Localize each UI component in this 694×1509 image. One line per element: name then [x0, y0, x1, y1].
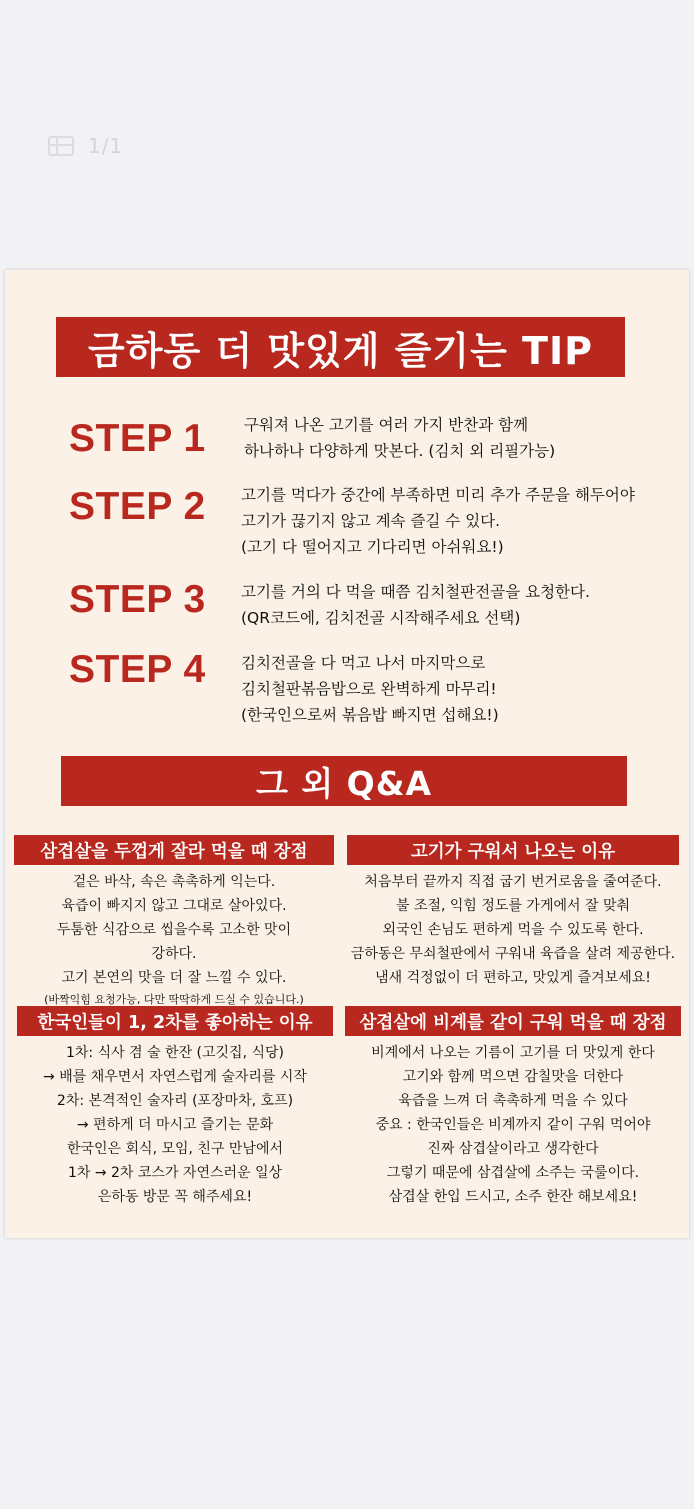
qa-line-note: (바짝익힘 요청가능, 다만 딱딱하게 드실 수 있습니다.)	[44, 993, 304, 1006]
step-description	[241, 579, 590, 631]
qa-line: → 배를 채우면서 자연스럽게 술자리를 시작	[43, 1069, 307, 1085]
qa-card-first-second-round	[17, 1006, 333, 1209]
step-label: STEP 3	[69, 578, 206, 621]
qa-body	[17, 1041, 333, 1209]
step-label: STEP 2	[69, 485, 206, 528]
qa-line: → 편하게 더 마시고 즐기는 문화	[76, 1117, 274, 1133]
qa-line: 한국인은 회식, 모임, 친구 만남에서	[66, 1141, 284, 1157]
qa-heading: 삼겹살에 비계를 같이 구워 먹을 때 장점	[345, 1006, 681, 1036]
step-line: 김치철판볶음밥으로 완벽하게 마무리!	[241, 680, 497, 698]
step-line: 김치전골을 다 먹고 나서 마지막으로	[241, 654, 486, 672]
qa-line: 삼겹살 한입 드시고, 소주 한잔 해보세요!	[388, 1189, 638, 1205]
qa-line: 강하다.	[151, 946, 197, 962]
step-label: STEP 4	[69, 648, 206, 691]
qa-line: 겉은 바삭, 속은 촉촉하게 익는다.	[72, 874, 276, 890]
page-thumbnail-icon[interactable]	[48, 136, 74, 156]
page-title: 금하동 더 맛있게 즐기는 TIP	[56, 317, 625, 377]
qa-card-thick-cut	[14, 835, 334, 1010]
step-line: (고기 다 떨어지고 기다리면 아쉬워요!)	[241, 538, 504, 556]
page-counter: 1/1	[88, 134, 124, 158]
step-line: 고기를 거의 다 먹을 때쯤 김치철판전골을 요청한다.	[241, 583, 590, 601]
qa-line: 진짜 삼겹살이라고 생각한다	[427, 1141, 599, 1157]
qa-card-grilled-serving	[347, 835, 679, 990]
step-line: (한국인으로써 볶음밥 빠지면 섭해요!)	[241, 706, 499, 724]
qa-card-fat-grilling	[345, 1006, 681, 1209]
qa-line: 고기와 함께 먹으면 감칠맛을 더한다	[402, 1069, 624, 1085]
qa-heading: 삼겹살을 두껍게 잘라 먹을 때 장점	[14, 835, 334, 865]
qa-body	[14, 870, 334, 1010]
step-description	[244, 412, 555, 464]
qa-line: 비계에서 나오는 기름이 고기를 더 맛있게 한다	[371, 1045, 655, 1061]
qa-heading: 고기가 구워서 나오는 이유	[347, 835, 679, 865]
qa-line: 고기 본연의 맛을 더 잘 느낄 수 있다.	[61, 970, 287, 986]
qa-section-title: 그 외 Q&A	[61, 756, 627, 806]
step-line: 고기가 끊기지 않고 계속 즐길 수 있다.	[241, 512, 501, 530]
qa-line: 그렇기 때문에 삼겹살에 소주는 국룰이다.	[386, 1165, 640, 1181]
qa-heading: 한국인들이 1, 2차를 좋아하는 이유	[17, 1006, 333, 1036]
qa-line: 1차: 식사 겸 술 한잔 (고깃집, 식당)	[66, 1045, 284, 1061]
qa-line: 냄새 걱정없이 더 편하고, 맛있게 즐겨보세요!	[375, 970, 651, 986]
qa-line: 처음부터 끝까지 직접 굽기 번거로움을 줄여준다.	[364, 874, 662, 890]
qa-line: 두툼한 식감으로 씹을수록 고소한 맛이	[56, 922, 292, 938]
qa-line: 육즙을 느껴 더 촉촉하게 먹을 수 있다	[398, 1093, 628, 1109]
viewer-toolbar	[48, 134, 123, 158]
qa-line: 불 조절, 익힘 정도를 가게에서 잘 맞춰	[395, 898, 630, 914]
qa-line: 1차 → 2차 코스가 자연스러운 일상	[67, 1165, 283, 1181]
tip-sheet	[5, 270, 689, 1238]
qa-body	[345, 1041, 681, 1209]
qa-line: 외국인 손님도 편하게 먹을 수 있도록 한다.	[382, 922, 644, 938]
step-line: (QR코드에, 김치전골 시작해주세요 선택)	[241, 609, 521, 627]
step-line: 구워져 나온 고기를 여러 가지 반찬과 함께	[244, 416, 529, 434]
qa-line: 금하동은 무쇠철판에서 구워내 육즙을 살려 제공한다.	[350, 946, 676, 962]
step-description	[241, 482, 635, 560]
qa-body	[347, 870, 679, 990]
step-label: STEP 1	[69, 417, 206, 460]
qa-line: 2차: 본격적인 술자리 (포장마차, 호프)	[56, 1093, 294, 1109]
qa-line: 육즙이 빠지지 않고 그대로 살아있다.	[61, 898, 287, 914]
qa-line: 은하동 방문 꼭 해주세요!	[97, 1189, 253, 1205]
step-line: 고기를 먹다가 중간에 부족하면 미리 추가 주문을 해두어야	[241, 486, 635, 504]
qa-line: 중요 : 한국인들은 비계까지 같이 구워 먹어야	[375, 1117, 651, 1133]
step-description	[241, 650, 499, 728]
step-line: 하나하나 다양하게 맛본다. (김치 외 리필가능)	[244, 442, 556, 460]
